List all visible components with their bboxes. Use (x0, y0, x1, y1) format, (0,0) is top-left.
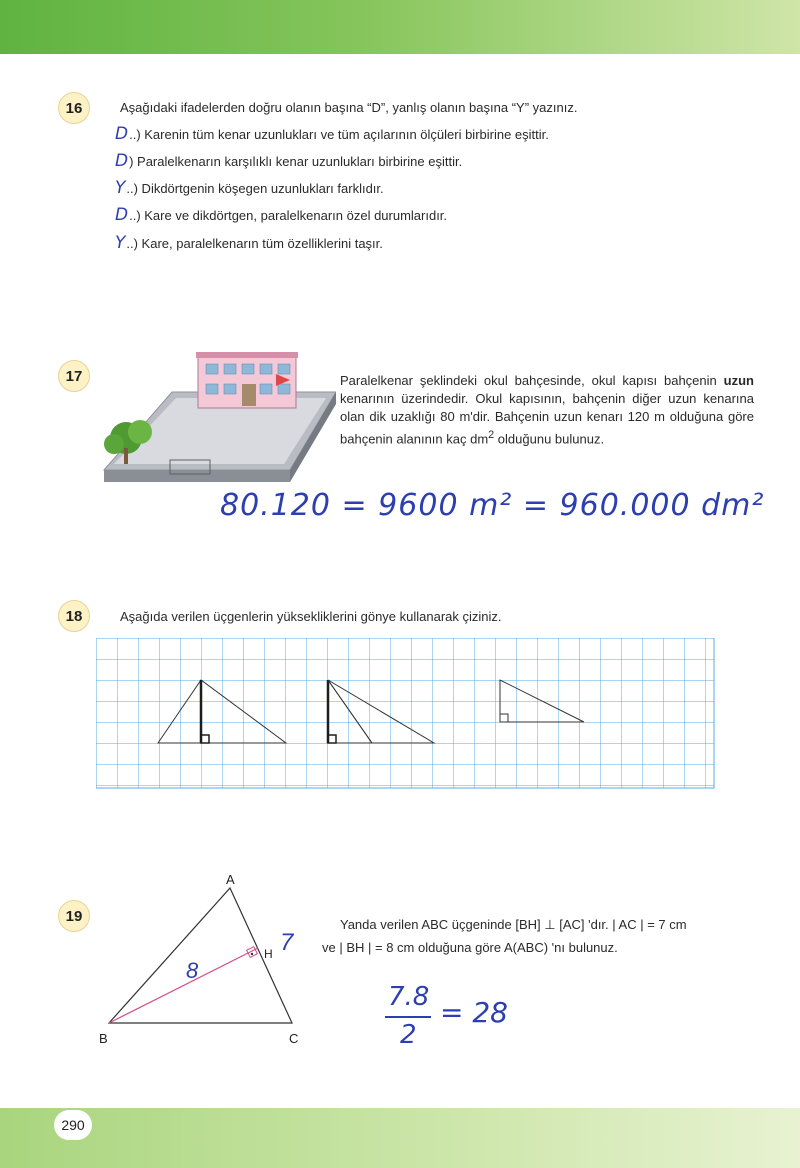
triangle-abc (90, 866, 310, 1050)
superscript: 2 (488, 429, 495, 441)
triangle-grid (96, 638, 716, 790)
statement-text: ..) Karenin tüm kenar uzunlukları ve tüm açılarının ölçüleri birbirine eşittir. (129, 127, 549, 142)
statement-mark: D (115, 151, 129, 171)
statement-mark: D (115, 124, 129, 144)
bottom-green-band (0, 1108, 800, 1168)
handwritten-result: = 28 (440, 996, 508, 1029)
point-h-label: H (264, 947, 273, 961)
vertex-b-label: B (99, 1031, 108, 1046)
statement-text: ..) Kare, paralelkenarın tüm özelliklerini taşır. (126, 236, 383, 251)
paragraph-bold-text: uzun (723, 373, 754, 388)
question-18-instruction: Aşağıda verilen üçgenlerin yüksekliklerini gönye kullanarak çiziniz. (120, 609, 502, 624)
question-16-instruction: Aşağıdaki ifadelerden doğru olanın başına “D”, yanlış olanın başına “Y” yazınız. (120, 100, 578, 115)
school-yard-illustration (100, 352, 336, 486)
question-16-number: 16 (58, 92, 90, 124)
handwritten-ac-length: 7 (280, 929, 294, 956)
paragraph-text: kenarının üzerindedir. Okul kapısının, bahçenin diğer uzun kenarına olan dik uzaklığı 80 m'dir. Bahçenin uzun kenarı 120 m olduğuna göre bahçenin alanının kaç dm (340, 391, 754, 447)
statement-2 (115, 151, 462, 171)
handwritten-bh-length: 8 (186, 958, 199, 983)
question-17-number: 17 (58, 360, 90, 392)
paragraph-text: Paralelkenar şeklindeki okul bahçesinde, okul kapısı bahçenin (340, 373, 724, 388)
statement-mark: D (115, 205, 129, 225)
statement-text: ) Paralelkenarın karşılıklı kenar uzunlukları birbirine eşittir. (129, 154, 463, 169)
page-number: 290 (54, 1110, 92, 1140)
statement-4 (115, 205, 447, 225)
question-19-line-2: ve | BH | = 8 cm olduğuna göre A(ABC) 'nı bulunuz. (322, 940, 618, 955)
vertex-c-label: C (289, 1031, 299, 1046)
statement-mark: Y (115, 233, 126, 253)
statement-mark: Y (115, 178, 126, 198)
statement-1 (115, 124, 549, 144)
handwritten-numerator: 7.8 (388, 982, 430, 1012)
question-17-handwritten-answer: 80.120 = 9600 m² = 960.000 dm² (220, 488, 765, 523)
paragraph-text: olduğunu bulunuz. (494, 431, 605, 447)
handwritten-fraction-bar (385, 1016, 431, 1018)
handwritten-denominator: 2 (400, 1020, 417, 1050)
vertex-a-label: A (226, 872, 235, 887)
question-19-line-1: Yanda verilen ABC üçgeninde [BH] ⊥ [AC] 'dır. | AC | = 7 cm (340, 917, 687, 932)
statement-text: ..) Kare ve dikdörtgen, paralelkenarın özel durumlarıdır. (129, 208, 448, 223)
question-18-number: 18 (58, 600, 90, 632)
question-17-paragraph (340, 372, 754, 448)
statement-3 (115, 178, 384, 198)
statement-5 (115, 233, 383, 253)
top-green-band (0, 0, 800, 54)
question-19-number: 19 (58, 900, 90, 932)
statement-text: ..) Dikdörtgenin köşegen uzunlukları farklıdır. (126, 181, 384, 196)
